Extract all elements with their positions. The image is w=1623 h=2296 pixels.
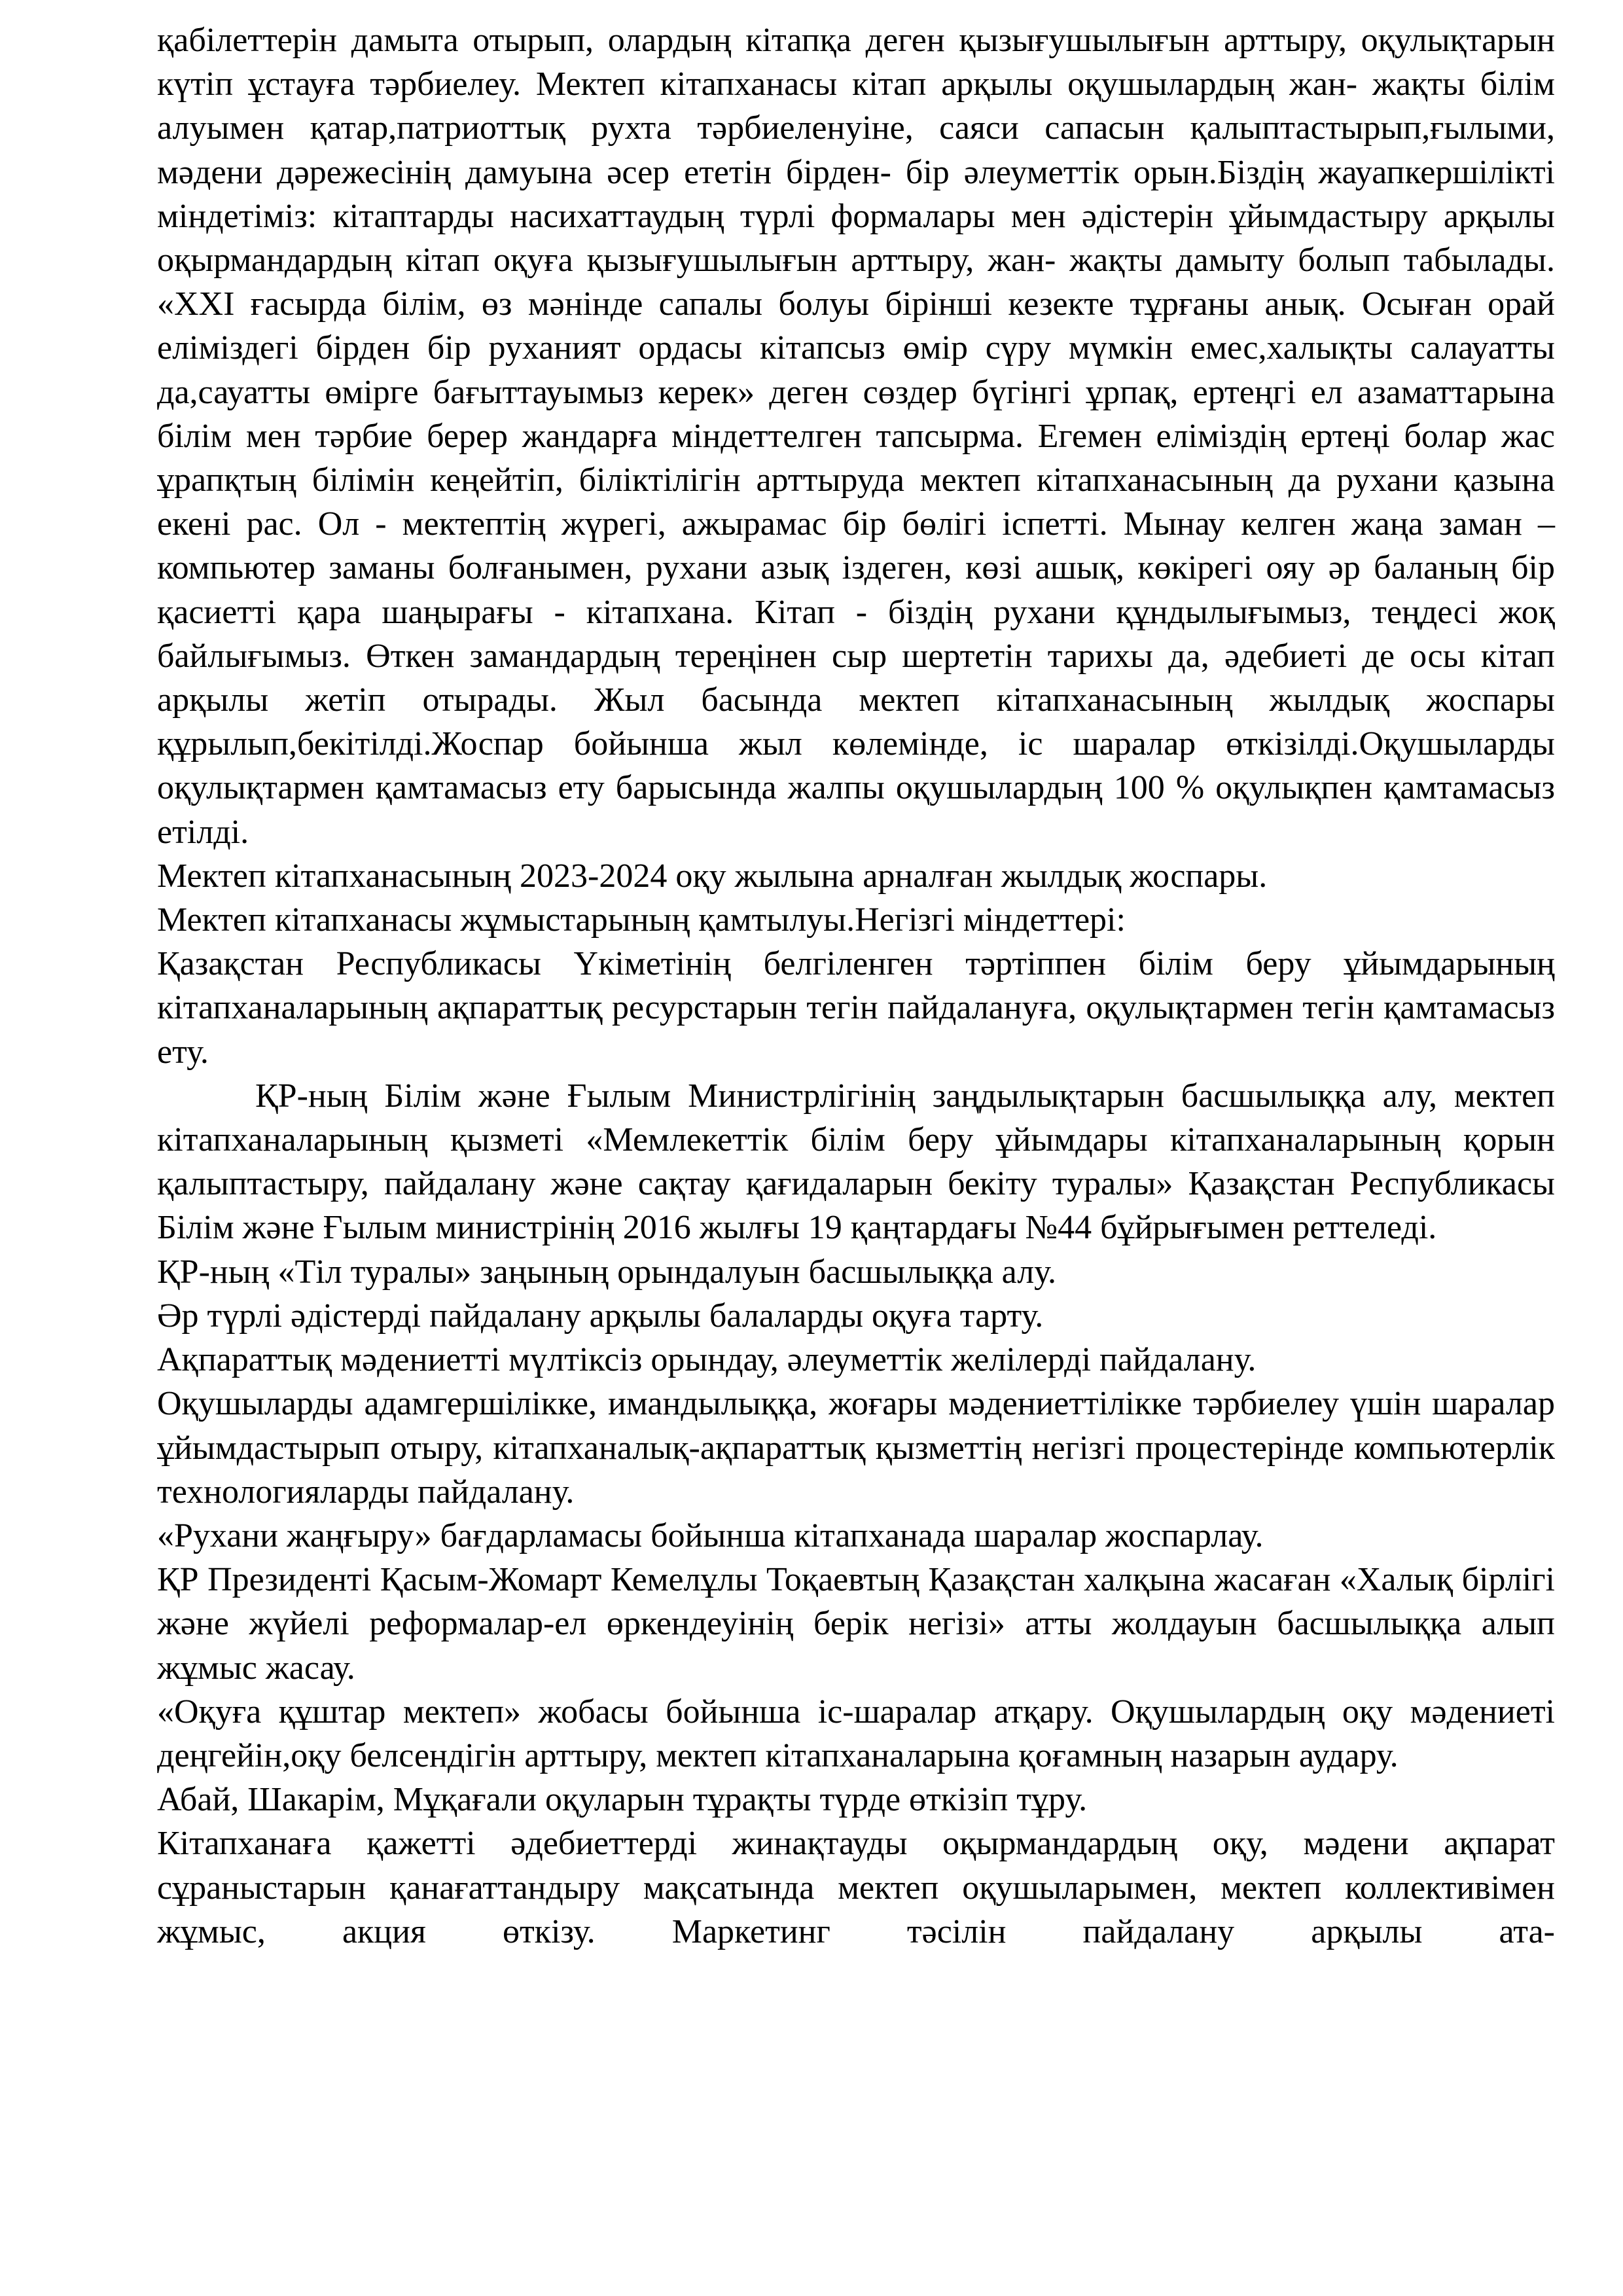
document-body bbox=[157, 18, 1555, 1954]
task-paragraph: ҚР-ның Білім және Ғылым Министрлігінің заңдылықтарын басшылыққа алу, мектеп кітапханаларының қызметі «Мемлекеттік білім беру ұйымдары кітапханаларының қорын қалыптастыру, пайдалану және сақтау қағидаларын бекіту туралы» Қазақстан Республикасы Білім және Ғылым министрінің 2016 жылғы 19 қаңтардағы №44 бұйрығымен реттеледі. bbox=[157, 1077, 1555, 1247]
task-paragraph: Ақпараттық мәдениетті мүлтіксіз орындау, әлеуметтік желілерді пайдалану. bbox=[157, 1341, 1257, 1379]
task-paragraph: ҚР Президенті Қасым-Жомарт Кемелұлы Тоқаевтың Қазақстан халқына жасаған «Халық бірлігі және жүйелі реформалар-ел өркендеуінің берік негізі» атты жолдауын басшылыққа алып жұмыс жасау. bbox=[157, 1561, 1555, 1687]
task-paragraph: Абай, Шакарім, Мұқағали оқуларын тұрақты түрде өткізіп тұру. bbox=[157, 1781, 1088, 1819]
intro-paragraph: қабілеттерін дамыта отырып, олардың кітапқа деген қызығушылығын арттыру, оқулықтарын күтіп ұстауға тәрбиелеу. Мектеп кітапханасы кітап арқылы оқушылардың жан- жақты білім алуымен қатар,патриоттық рухта тәрбиеленуіне, саяси сапасын қалыптастырып,ғылыми, мәдени дәрежесінің дамуына әсер ететін бірден- бір әлеуметтік орын.Біздің жауапкершілікті міндетіміз: кітаптарды насихаттаудың түрлі формалары мен әдістерін ұйымдастыру арқылы оқырмандардың кітап оқуға қызығушылығын арттыру, жан- жақты дамыту болып табылады. «XXI ғасырда білім, өз мәнінде сапалы болуы бірінші кезекте тұрғаны анық. Осыған орай еліміздегі бірден бір руханият ордасы кітапсыз өмір сүру мүмкін емес,халықты салауатты да,сауатты өмірге бағыттауымыз керек» деген сөздер бүгінгі ұрпақ, ертеңгі ел азаматтарына білім мен тәрбие берер жандарға міндеттелген тапсырма. Егемен еліміздің ертеңі болар жас ұрапқтың білімін кеңейтіп, біліктілігін арттыруда мектеп кітапханасының да рухани қазына екені рас. Ол - мектептің жүрегі, ажырамас бір бөлігі іспетті. Мынау келген жаңа заман – компьютер заманы болғанымен, рухани азық іздеген, көзі ашық, көкірегі ояу әр баланың бір қасиетті қара шаңырағы - кітапхана. Кітап - біздің рухани құндылығымыз, теңдесі жоқ байлығымыз. Өткен замандардың тереңінен сыр шертетін тарихы да, әдебиеті де осы кітап арқылы жетіп отырады. Жыл басында мектеп кітапханасының жылдық жоспары құрылып,бекітілді.Жоспар бойынша жыл көлемінде, іс шаралар өткізілді.Оқушыларды оқулықтармен қамтамасыз ету барысында жалпы оқушылардың 100 % оқулықпен қамтамасыз етілді. bbox=[157, 22, 1555, 851]
task-paragraph: Кітапханаға қажетті әдебиеттерді жинақтауды оқырмандардың оқу, мәдени ақпарат сұраныстарын қанағаттандыру мақсатында мектеп оқушыларымен, мектеп коллективімен жұмыс, акция өткізу. Маркетинг тәсілін пайдалану арқылы ата- bbox=[157, 1825, 1555, 1950]
task-paragraph: Оқушыларды адамгершілікке, имандылыққа, жоғары мәдениеттілікке тәрбиелеу үшін шаралар ұйымдастырып отыру, кітапханалық-ақпараттық қызметтің негізгі процестерінде компьютерлік технологияларды пайдалану. bbox=[157, 1385, 1555, 1511]
task-paragraph: «Оқуға құштар мектеп» жобасы бойынша іс-шаралар атқару. Оқушылардың оқу мәдениеті деңгейін,оқу белсендігін арттыру, мектеп кітапханаларына қоғамның назарын аудару. bbox=[157, 1693, 1555, 1774]
task-paragraph: «Рухани жаңғыру» бағдарламасы бойынша кітапханада шаралар жоспарлау. bbox=[157, 1516, 1264, 1554]
task-paragraph: Қазақстан Республикасы Үкіметінің белгіленген тәртіппен білім беру ұйымдарының кітапханаларының ақпараттық ресурстарын тегін пайдалануға, оқулықтармен тегін қамтамасыз ету. bbox=[157, 945, 1555, 1071]
task-paragraph: ҚР-ның «Тіл туралы» заңының орындалуын басшылыққа алу. bbox=[157, 1253, 1056, 1291]
annual-plan-heading: Мектеп кітапханасының 2023-2024 оқу жылына арналған жылдық жоспары. bbox=[157, 857, 1268, 895]
task-paragraph: Әр түрлі әдістерді пайдалану арқылы балаларды оқуға тарту. bbox=[157, 1297, 1044, 1335]
main-tasks-heading: Мектеп кітапханасы жұмыстарының қамтылуы.Негізгі міндеттері: bbox=[157, 901, 1126, 939]
